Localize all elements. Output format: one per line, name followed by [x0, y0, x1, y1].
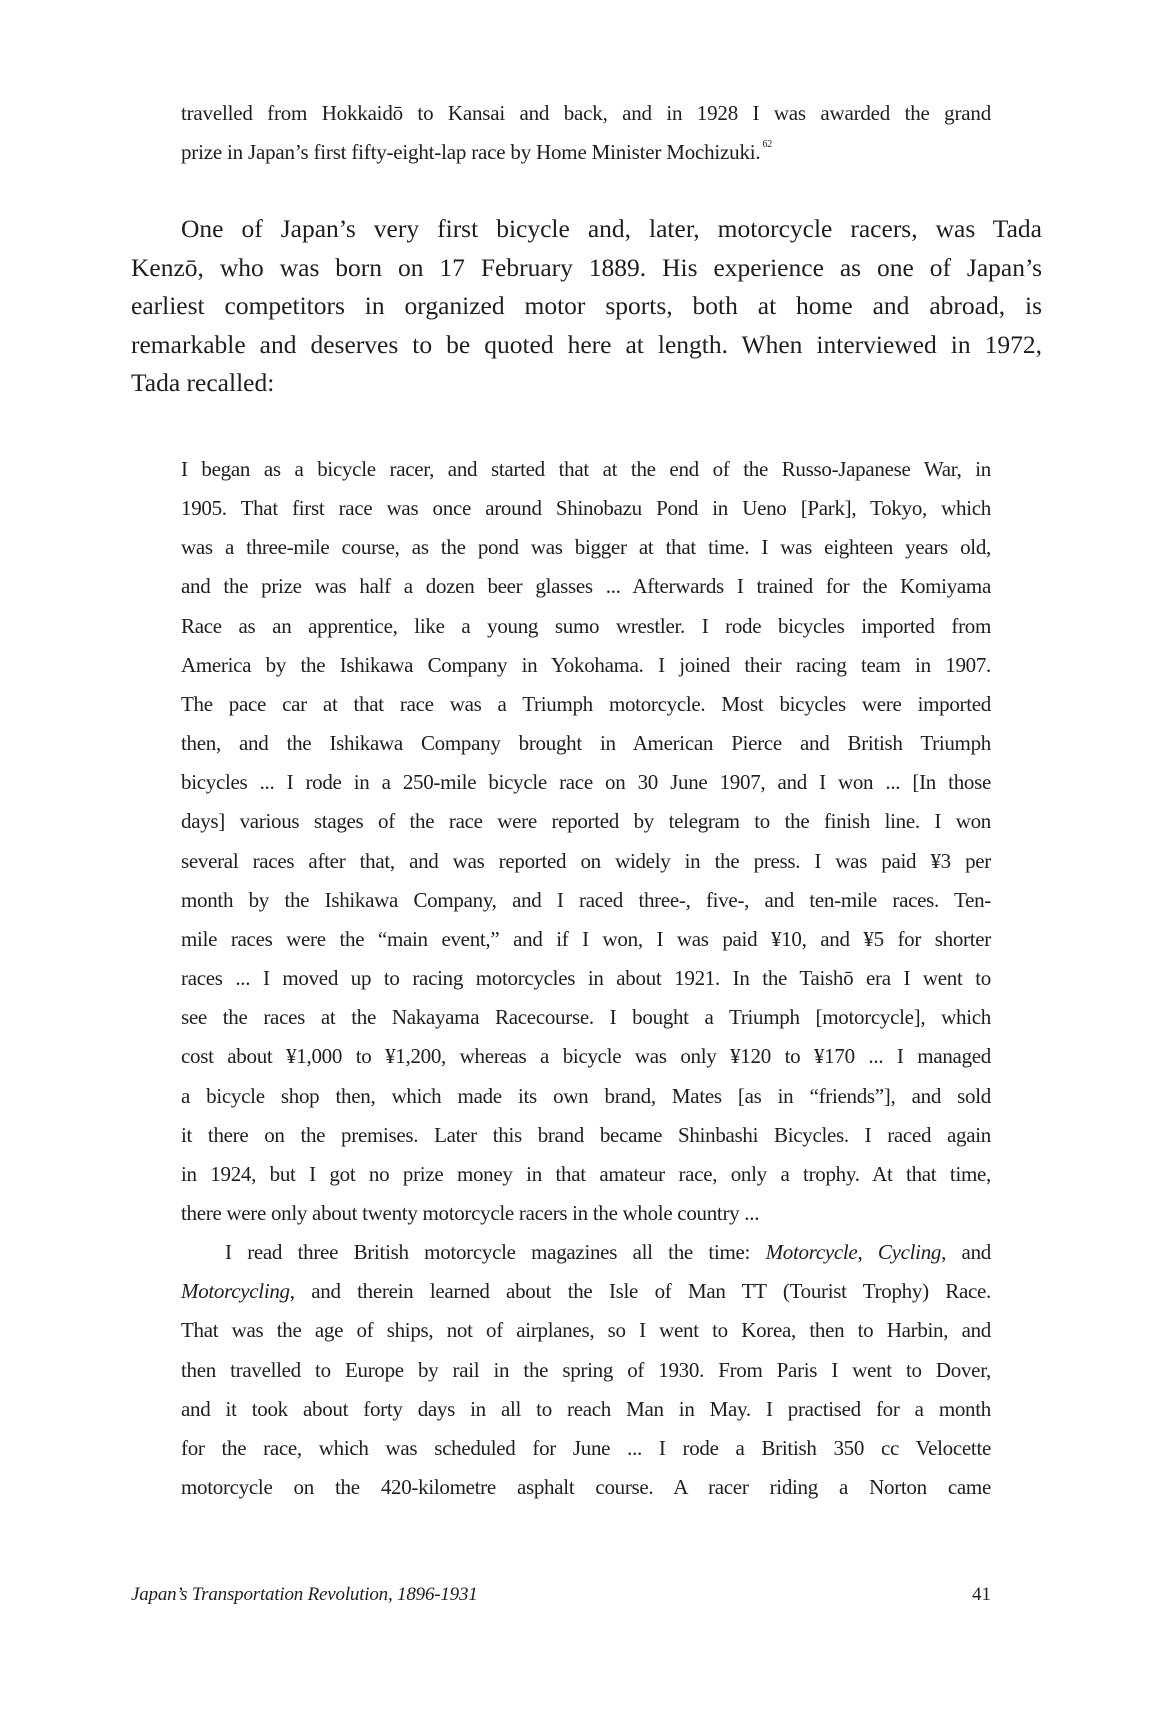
quote-line: days] various stages of the race were reported by telegram to the finish line. I won	[181, 809, 991, 834]
quote-line-with-italics	[181, 1233, 991, 1272]
quote-line: a bicycle shop then, which made its own brand, Mates [as in “friends”], and sold	[181, 1083, 991, 1108]
quote-line: Race as an apprentice, like a young sumo wrestler. I rode bicycles imported from	[181, 613, 991, 638]
quote-line: bicycles ... I rode in a 250-mile bicycle race on 30 June 1907, and I won ... [In those	[181, 770, 991, 795]
quote-text: , and	[941, 1240, 991, 1265]
quote-line: cost about ¥1,000 to ¥1,200, whereas a bicycle was only ¥120 to ¥170 ... I managed	[181, 1044, 991, 1069]
body-paragraph	[131, 210, 1042, 403]
quote-line: The pace car at that race was a Triumph motorcycle. Most bicycles were imported	[181, 691, 991, 716]
block-quote-paragraph-1	[181, 450, 991, 1233]
page-number: 41	[972, 1584, 991, 1605]
quote-line: was a three-mile course, as the pond was bigger at that time. I was eighteen years old,	[181, 535, 991, 560]
magazine-title: Motorcycle	[765, 1240, 858, 1265]
quote-line-with-italics	[181, 1272, 991, 1311]
quote-line: I began as a bicycle racer, and started that at the end of the Russo-Japanese War, in	[181, 457, 991, 481]
quote-line: America by the Ishikawa Company in Yokohama. I joined their racing team in 1907.	[181, 652, 991, 677]
footnote-reference[interactable]: 62	[762, 139, 773, 150]
quote-line: travelled from Hokkaidō to Kansai and back, and in 1928 I was awarded the grand	[181, 101, 991, 125]
quote-line: and it took about forty days in all to reach Man in May. I practised for a month	[181, 1396, 991, 1421]
running-title: Japan’s Transportation Revolution, 1896-1931	[131, 1584, 478, 1605]
quote-line: mile races were the “main event,” and if I won, I was paid ¥10, and ¥5 for shorter	[181, 926, 991, 951]
quote-line: motorcycle on the 420-kilometre asphalt course. A racer riding a Norton came	[181, 1475, 991, 1500]
quote-line: see the races at the Nakayama Racecourse. I bought a Triumph [motorcycle], which	[181, 1005, 991, 1030]
continued-block-quote	[181, 94, 991, 172]
quote-line: then travelled to Europe by rail in the spring of 1930. From Paris I went to Dover,	[181, 1357, 991, 1382]
block-quote	[181, 450, 991, 1507]
quote-line: then, and the Ishikawa Company brought in American Pierce and British Triumph	[181, 731, 991, 756]
body-line: One of Japan’s very first bicycle and, later, motorcycle racers, was Tada	[181, 214, 1042, 243]
body-line: Kenzō, who was born on 17 February 1889. His experience as one of Japan’s	[131, 252, 1042, 282]
body-line: remarkable and deserves to be quoted here at length. When interviewed in 1972,	[131, 329, 1042, 359]
block-quote-paragraph-2-lines	[181, 1311, 991, 1507]
quote-line: several races after that, and was reported on widely in the press. I was paid ¥3 per	[181, 848, 991, 873]
quote-line-with-footnote	[181, 133, 991, 172]
quote-line: and the prize was half a dozen beer glasses ... Afterwards I trained for the Komiyama	[181, 574, 991, 599]
quote-line: That was the age of ships, not of airplanes, so I went to Korea, then to Harbin, and	[181, 1318, 991, 1343]
quote-line: 1905. That first race was once around Shinobazu Pond in Ueno [Park], Tokyo, which	[181, 496, 991, 521]
page-footer	[131, 1584, 991, 1614]
quote-line: it there on the premises. Later this brand became Shinbashi Bicycles. I raced again	[181, 1122, 991, 1147]
quote-line: races ... I moved up to racing motorcycles in about 1921. In the Taishō era I went to	[181, 966, 991, 991]
body-line: Tada recalled:	[131, 368, 275, 398]
block-quote-paragraph-2	[181, 1233, 991, 1507]
quote-line-text: prize in Japan’s first fifty-eight-lap race by Home Minister Mochizuki.	[181, 140, 761, 164]
quote-text: , and therein learned about the Isle of Man TT (Tourist Trophy) Race.	[289, 1279, 991, 1304]
body-line: earliest competitors in organized motor sports, both at home and abroad, is	[131, 291, 1042, 321]
quote-text: ,	[857, 1240, 878, 1265]
quote-line: for the race, which was scheduled for June ... I rode a British 350 cc Velocette	[181, 1435, 991, 1460]
magazine-title: Cycling	[877, 1240, 942, 1265]
quote-line: there were only about twenty motorcycle racers in the whole country ...	[181, 1200, 760, 1225]
quote-line: month by the Ishikawa Company, and I raced three-, five-, and ten-mile races. Ten-	[181, 887, 991, 912]
magazine-title: Motorcycling	[181, 1279, 290, 1304]
quote-line: in 1924, but I got no prize money in that amateur race, only a trophy. At that time,	[181, 1161, 991, 1186]
quote-text: I read three British motorcycle magazines all the time:	[225, 1240, 766, 1265]
